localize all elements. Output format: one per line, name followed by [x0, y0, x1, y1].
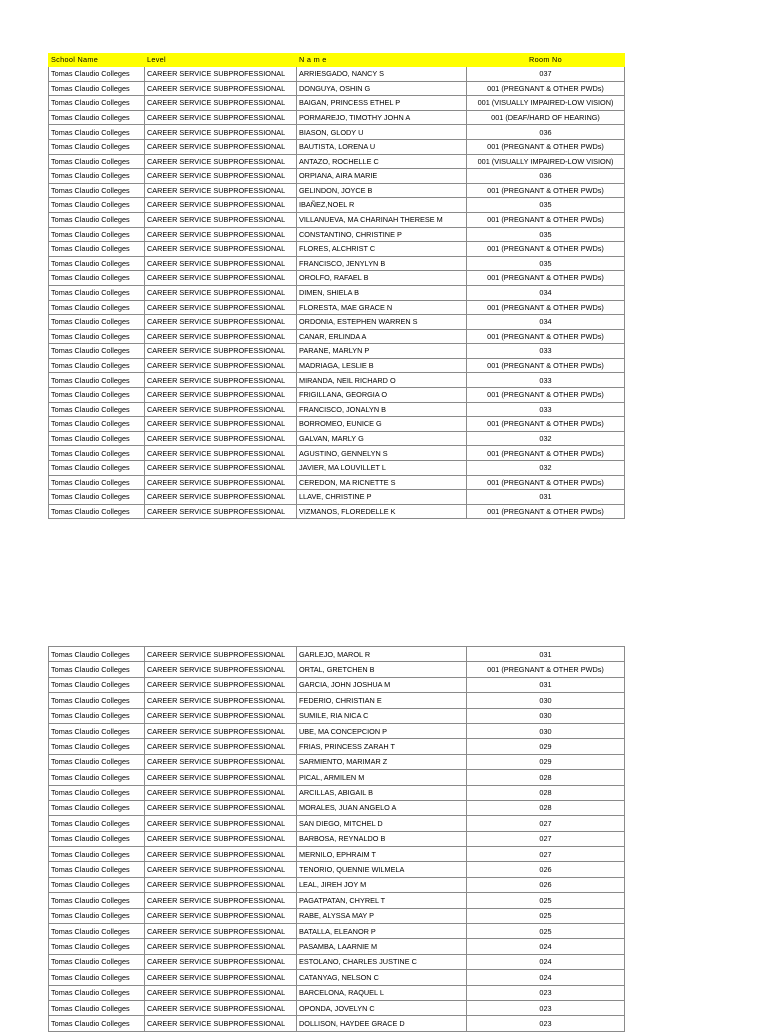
level-cell: CAREER SERVICE SUBPROFESSIONAL [145, 271, 297, 286]
name-cell: BATALLA, ELEANOR P [297, 924, 467, 939]
level-cell: CAREER SERVICE SUBPROFESSIONAL [145, 446, 297, 461]
table-row [49, 417, 625, 432]
name-cell: UBE, MA CONCEPCION P [297, 723, 467, 738]
school-cell: Tomas Claudio Colleges [49, 677, 145, 692]
school-cell: Tomas Claudio Colleges [49, 212, 145, 227]
table-row [49, 110, 625, 125]
table-row [49, 344, 625, 359]
level-cell: CAREER SERVICE SUBPROFESSIONAL [145, 300, 297, 315]
name-cell: BORROMEO, EUNICE G [297, 417, 467, 432]
level-cell: CAREER SERVICE SUBPROFESSIONAL [145, 475, 297, 490]
level-cell: CAREER SERVICE SUBPROFESSIONAL [145, 893, 297, 908]
name-cell: GARLEJO, MAROL R [297, 647, 467, 662]
room-cell: 001 (PREGNANT & OTHER PWDs) [467, 81, 625, 96]
name-cell: FLORES, ALCHRIST C [297, 242, 467, 257]
level-cell: CAREER SERVICE SUBPROFESSIONAL [145, 431, 297, 446]
school-cell: Tomas Claudio Colleges [49, 739, 145, 754]
table-row [49, 256, 625, 271]
name-cell: MIRANDA, NEIL RICHARD O [297, 373, 467, 388]
room-cell: 035 [467, 198, 625, 213]
school-cell: Tomas Claudio Colleges [49, 693, 145, 708]
table-row [49, 754, 625, 769]
table-row [49, 329, 625, 344]
level-cell: CAREER SERVICE SUBPROFESSIONAL [145, 739, 297, 754]
level-cell: CAREER SERVICE SUBPROFESSIONAL [145, 662, 297, 677]
table-row [49, 1000, 625, 1015]
name-cell: FRIGILLANA, GEORGIA O [297, 388, 467, 403]
level-cell: CAREER SERVICE SUBPROFESSIONAL [145, 344, 297, 359]
name-cell: ARRIESGADO, NANCY S [297, 67, 467, 82]
table-row [49, 67, 625, 82]
room-cell: 001 (DEAF/HARD OF HEARING) [467, 110, 625, 125]
room-cell: 031 [467, 490, 625, 505]
school-cell: Tomas Claudio Colleges [49, 183, 145, 198]
school-cell: Tomas Claudio Colleges [49, 271, 145, 286]
school-cell: Tomas Claudio Colleges [49, 373, 145, 388]
header-row [49, 54, 625, 67]
school-cell: Tomas Claudio Colleges [49, 344, 145, 359]
level-cell: CAREER SERVICE SUBPROFESSIONAL [145, 256, 297, 271]
name-cell: BAIGAN, PRINCESS ETHEL P [297, 96, 467, 111]
school-cell: Tomas Claudio Colleges [49, 198, 145, 213]
school-cell: Tomas Claudio Colleges [49, 908, 145, 923]
name-cell: MERNILO, EPHRAIM T [297, 847, 467, 862]
level-cell: CAREER SERVICE SUBPROFESSIONAL [145, 169, 297, 184]
room-cell: 029 [467, 739, 625, 754]
table-row [49, 271, 625, 286]
name-cell: ARCILLAS, ABIGAIL B [297, 785, 467, 800]
name-cell: TENORIO, QUENNIE WILMELA [297, 862, 467, 877]
school-cell: Tomas Claudio Colleges [49, 431, 145, 446]
room-cell: 034 [467, 315, 625, 330]
table-row [49, 954, 625, 969]
table-row [49, 893, 625, 908]
table-row [49, 81, 625, 96]
level-cell: CAREER SERVICE SUBPROFESSIONAL [145, 110, 297, 125]
school-cell: Tomas Claudio Colleges [49, 490, 145, 505]
name-cell: BAUTISTA, LORENA U [297, 139, 467, 154]
level-cell: CAREER SERVICE SUBPROFESSIONAL [145, 908, 297, 923]
room-cell: 024 [467, 970, 625, 985]
level-cell: CAREER SERVICE SUBPROFESSIONAL [145, 1000, 297, 1015]
level-cell: CAREER SERVICE SUBPROFESSIONAL [145, 831, 297, 846]
school-cell: Tomas Claudio Colleges [49, 446, 145, 461]
name-cell: FEDERIO, CHRISTIAN E [297, 693, 467, 708]
room-cell: 036 [467, 125, 625, 140]
table-row [49, 212, 625, 227]
table-row [49, 139, 625, 154]
school-cell: Tomas Claudio Colleges [49, 785, 145, 800]
name-cell: ORTAL, GRETCHEN B [297, 662, 467, 677]
school-cell: Tomas Claudio Colleges [49, 96, 145, 111]
room-cell: 024 [467, 954, 625, 969]
name-cell: PAGATPATAN, CHYREL T [297, 893, 467, 908]
school-cell: Tomas Claudio Colleges [49, 847, 145, 862]
table-row [49, 800, 625, 815]
room-cell: 001 (PREGNANT & OTHER PWDs) [467, 662, 625, 677]
room-cell: 031 [467, 647, 625, 662]
name-cell: CANAR, ERLINDA A [297, 329, 467, 344]
school-cell: Tomas Claudio Colleges [49, 110, 145, 125]
table-row [49, 831, 625, 846]
name-cell: SUMILE, RIA NICA C [297, 708, 467, 723]
school-cell: Tomas Claudio Colleges [49, 723, 145, 738]
level-cell: CAREER SERVICE SUBPROFESSIONAL [145, 242, 297, 257]
room-cell: 028 [467, 770, 625, 785]
table-row [49, 739, 625, 754]
name-cell: CONSTANTINO, CHRISTINE P [297, 227, 467, 242]
level-cell: CAREER SERVICE SUBPROFESSIONAL [145, 677, 297, 692]
room-cell: 001 (PREGNANT & OTHER PWDs) [467, 504, 625, 519]
level-cell: CAREER SERVICE SUBPROFESSIONAL [145, 212, 297, 227]
table-row [49, 402, 625, 417]
table-row [49, 285, 625, 300]
room-cell: 028 [467, 785, 625, 800]
school-cell: Tomas Claudio Colleges [49, 877, 145, 892]
table-row [49, 358, 625, 373]
room-cell: 029 [467, 754, 625, 769]
school-cell: Tomas Claudio Colleges [49, 227, 145, 242]
school-cell: Tomas Claudio Colleges [49, 754, 145, 769]
table-row [49, 461, 625, 476]
table-row [49, 431, 625, 446]
room-cell: 001 (VISUALLY IMPAIRED-LOW VISION) [467, 96, 625, 111]
table-row [49, 647, 625, 662]
table-row [49, 388, 625, 403]
room-cell: 037 [467, 67, 625, 82]
name-cell: FRANCISCO, JONALYN B [297, 402, 467, 417]
school-cell: Tomas Claudio Colleges [49, 242, 145, 257]
name-cell: BARBOSA, REYNALDO B [297, 831, 467, 846]
level-cell: CAREER SERVICE SUBPROFESSIONAL [145, 227, 297, 242]
roster-table-1-body [49, 67, 625, 519]
room-cell: 035 [467, 256, 625, 271]
room-cell: 036 [467, 169, 625, 184]
room-cell: 024 [467, 939, 625, 954]
table-row [49, 154, 625, 169]
room-cell: 023 [467, 1000, 625, 1015]
school-cell: Tomas Claudio Colleges [49, 81, 145, 96]
table-row [49, 315, 625, 330]
name-cell: FLORESTA, MAE GRACE N [297, 300, 467, 315]
table-row [49, 169, 625, 184]
level-cell: CAREER SERVICE SUBPROFESSIONAL [145, 315, 297, 330]
room-cell: 033 [467, 402, 625, 417]
school-cell: Tomas Claudio Colleges [49, 954, 145, 969]
room-cell: 026 [467, 877, 625, 892]
room-cell: 025 [467, 908, 625, 923]
school-cell: Tomas Claudio Colleges [49, 770, 145, 785]
table-row [49, 723, 625, 738]
table-row [49, 862, 625, 877]
name-cell: SARMIENTO, MARIMAR Z [297, 754, 467, 769]
name-cell: OROLFO, RAFAEL B [297, 271, 467, 286]
name-cell: PASAMBA, LAARNIE M [297, 939, 467, 954]
table-row [49, 677, 625, 692]
name-cell: ESTOLANO, CHARLES JUSTINE C [297, 954, 467, 969]
level-cell: CAREER SERVICE SUBPROFESSIONAL [145, 954, 297, 969]
level-cell: CAREER SERVICE SUBPROFESSIONAL [145, 125, 297, 140]
room-cell: 023 [467, 985, 625, 1000]
school-cell: Tomas Claudio Colleges [49, 285, 145, 300]
name-cell: JAVIER, MA LOUVILLET L [297, 461, 467, 476]
level-cell: CAREER SERVICE SUBPROFESSIONAL [145, 139, 297, 154]
table-row [49, 924, 625, 939]
school-cell: Tomas Claudio Colleges [49, 358, 145, 373]
school-cell: Tomas Claudio Colleges [49, 475, 145, 490]
level-cell: CAREER SERVICE SUBPROFESSIONAL [145, 985, 297, 1000]
table-row [49, 96, 625, 111]
level-cell: CAREER SERVICE SUBPROFESSIONAL [145, 862, 297, 877]
school-cell: Tomas Claudio Colleges [49, 504, 145, 519]
level-cell: CAREER SERVICE SUBPROFESSIONAL [145, 693, 297, 708]
room-cell: 025 [467, 893, 625, 908]
name-cell: PORMAREJO, TIMOTHY JOHN A [297, 110, 467, 125]
room-cell: 030 [467, 693, 625, 708]
table-row [49, 939, 625, 954]
roster-table-2 [48, 646, 625, 1032]
header-level: Level [145, 54, 297, 67]
room-cell: 031 [467, 677, 625, 692]
level-cell: CAREER SERVICE SUBPROFESSIONAL [145, 67, 297, 82]
school-cell: Tomas Claudio Colleges [49, 139, 145, 154]
level-cell: CAREER SERVICE SUBPROFESSIONAL [145, 816, 297, 831]
room-cell: 026 [467, 862, 625, 877]
name-cell: LEAL, JIREH JOY M [297, 877, 467, 892]
name-cell: VILLANUEVA, MA CHARINAH THERESE M [297, 212, 467, 227]
room-cell: 030 [467, 708, 625, 723]
level-cell: CAREER SERVICE SUBPROFESSIONAL [145, 329, 297, 344]
level-cell: CAREER SERVICE SUBPROFESSIONAL [145, 285, 297, 300]
table-row [49, 847, 625, 862]
name-cell: LLAVE, CHRISTINE P [297, 490, 467, 505]
name-cell: PARANE, MARLYN P [297, 344, 467, 359]
level-cell: CAREER SERVICE SUBPROFESSIONAL [145, 785, 297, 800]
name-cell: ANTAZO, ROCHELLE C [297, 154, 467, 169]
name-cell: VIZMANOS, FLOREDELLE K [297, 504, 467, 519]
name-cell: GARCIA, JOHN JOSHUA M [297, 677, 467, 692]
room-cell: 028 [467, 800, 625, 815]
level-cell: CAREER SERVICE SUBPROFESSIONAL [145, 373, 297, 388]
room-cell: 030 [467, 723, 625, 738]
table-row [49, 504, 625, 519]
name-cell: MORALES, JUAN ANGELO A [297, 800, 467, 815]
room-cell: 001 (PREGNANT & OTHER PWDs) [467, 417, 625, 432]
table-row [49, 300, 625, 315]
level-cell: CAREER SERVICE SUBPROFESSIONAL [145, 770, 297, 785]
name-cell: ORPIANA, AIRA MARIE [297, 169, 467, 184]
school-cell: Tomas Claudio Colleges [49, 1000, 145, 1015]
level-cell: CAREER SERVICE SUBPROFESSIONAL [145, 924, 297, 939]
name-cell: ORDONIA, ESTEPHEN WARREN S [297, 315, 467, 330]
table-row [49, 693, 625, 708]
table-row [49, 373, 625, 388]
header-school-name: School Name [49, 54, 145, 67]
table-row [49, 985, 625, 1000]
table-row [49, 877, 625, 892]
school-cell: Tomas Claudio Colleges [49, 154, 145, 169]
table-row [49, 227, 625, 242]
school-cell: Tomas Claudio Colleges [49, 893, 145, 908]
table-row [49, 970, 625, 985]
name-cell: IBAÑEZ,NOEL R [297, 198, 467, 213]
name-cell: GELINDON, JOYCE B [297, 183, 467, 198]
school-cell: Tomas Claudio Colleges [49, 169, 145, 184]
level-cell: CAREER SERVICE SUBPROFESSIONAL [145, 490, 297, 505]
table-row [49, 816, 625, 831]
school-cell: Tomas Claudio Colleges [49, 800, 145, 815]
room-cell: 001 (VISUALLY IMPAIRED-LOW VISION) [467, 154, 625, 169]
name-cell: PICAL, ARMILEN M [297, 770, 467, 785]
level-cell: CAREER SERVICE SUBPROFESSIONAL [145, 647, 297, 662]
school-cell: Tomas Claudio Colleges [49, 708, 145, 723]
table-row [49, 446, 625, 461]
level-cell: CAREER SERVICE SUBPROFESSIONAL [145, 388, 297, 403]
school-cell: Tomas Claudio Colleges [49, 831, 145, 846]
name-cell: SAN DIEGO, MITCHEL D [297, 816, 467, 831]
header-name: N a m e [297, 54, 467, 67]
room-cell: 001 (PREGNANT & OTHER PWDs) [467, 183, 625, 198]
school-cell: Tomas Claudio Colleges [49, 862, 145, 877]
school-cell: Tomas Claudio Colleges [49, 388, 145, 403]
room-cell: 001 (PREGNANT & OTHER PWDs) [467, 388, 625, 403]
room-cell: 034 [467, 285, 625, 300]
room-cell: 001 (PREGNANT & OTHER PWDs) [467, 329, 625, 344]
table-row [49, 183, 625, 198]
room-cell: 025 [467, 924, 625, 939]
roster-table-1 [48, 53, 625, 519]
level-cell: CAREER SERVICE SUBPROFESSIONAL [145, 877, 297, 892]
school-cell: Tomas Claudio Colleges [49, 125, 145, 140]
table-row [49, 198, 625, 213]
level-cell: CAREER SERVICE SUBPROFESSIONAL [145, 754, 297, 769]
name-cell: DIMEN, SHIELA B [297, 285, 467, 300]
header-room-no: Room No [467, 54, 625, 67]
name-cell: RABE, ALYSSA MAY P [297, 908, 467, 923]
name-cell: AGUSTINO, GENNELYN S [297, 446, 467, 461]
name-cell: OPONDA, JOVELYN C [297, 1000, 467, 1015]
school-cell: Tomas Claudio Colleges [49, 662, 145, 677]
name-cell: BARCELONA, RAQUEL L [297, 985, 467, 1000]
table-row [49, 125, 625, 140]
school-cell: Tomas Claudio Colleges [49, 417, 145, 432]
table-row [49, 475, 625, 490]
name-cell: DOLLISON, HAYDEE GRACE D [297, 1016, 467, 1031]
school-cell: Tomas Claudio Colleges [49, 315, 145, 330]
level-cell: CAREER SERVICE SUBPROFESSIONAL [145, 183, 297, 198]
table-row [49, 708, 625, 723]
room-cell: 001 (PREGNANT & OTHER PWDs) [467, 212, 625, 227]
room-cell: 033 [467, 373, 625, 388]
school-cell: Tomas Claudio Colleges [49, 970, 145, 985]
room-cell: 001 (PREGNANT & OTHER PWDs) [467, 446, 625, 461]
room-cell: 032 [467, 431, 625, 446]
room-cell: 001 (PREGNANT & OTHER PWDs) [467, 475, 625, 490]
level-cell: CAREER SERVICE SUBPROFESSIONAL [145, 970, 297, 985]
school-cell: Tomas Claudio Colleges [49, 924, 145, 939]
table-row [49, 490, 625, 505]
room-cell: 001 (PREGNANT & OTHER PWDs) [467, 242, 625, 257]
roster-table-2-body [49, 647, 625, 1032]
school-cell: Tomas Claudio Colleges [49, 402, 145, 417]
school-cell: Tomas Claudio Colleges [49, 461, 145, 476]
level-cell: CAREER SERVICE SUBPROFESSIONAL [145, 800, 297, 815]
name-cell: BIASON, GLODY U [297, 125, 467, 140]
school-cell: Tomas Claudio Colleges [49, 985, 145, 1000]
level-cell: CAREER SERVICE SUBPROFESSIONAL [145, 81, 297, 96]
name-cell: MADRIAGA, LESLIE B [297, 358, 467, 373]
level-cell: CAREER SERVICE SUBPROFESSIONAL [145, 939, 297, 954]
level-cell: CAREER SERVICE SUBPROFESSIONAL [145, 358, 297, 373]
room-cell: 033 [467, 344, 625, 359]
school-cell: Tomas Claudio Colleges [49, 329, 145, 344]
level-cell: CAREER SERVICE SUBPROFESSIONAL [145, 847, 297, 862]
room-cell: 001 (PREGNANT & OTHER PWDs) [467, 300, 625, 315]
name-cell: FRIAS, PRINCESS ZARAH T [297, 739, 467, 754]
room-cell: 023 [467, 1016, 625, 1031]
table-row [49, 662, 625, 677]
room-cell: 001 (PREGNANT & OTHER PWDs) [467, 358, 625, 373]
table-row [49, 242, 625, 257]
level-cell: CAREER SERVICE SUBPROFESSIONAL [145, 504, 297, 519]
school-cell: Tomas Claudio Colleges [49, 647, 145, 662]
school-cell: Tomas Claudio Colleges [49, 256, 145, 271]
school-cell: Tomas Claudio Colleges [49, 300, 145, 315]
room-cell: 027 [467, 816, 625, 831]
name-cell: FRANCISCO, JENYLYN B [297, 256, 467, 271]
level-cell: CAREER SERVICE SUBPROFESSIONAL [145, 198, 297, 213]
table-row [49, 785, 625, 800]
level-cell: CAREER SERVICE SUBPROFESSIONAL [145, 417, 297, 432]
room-cell: 001 (PREGNANT & OTHER PWDs) [467, 139, 625, 154]
table-row [49, 908, 625, 923]
name-cell: GALVAN, MARLY G [297, 431, 467, 446]
name-cell: DONGUYA, OSHIN G [297, 81, 467, 96]
level-cell: CAREER SERVICE SUBPROFESSIONAL [145, 708, 297, 723]
room-cell: 035 [467, 227, 625, 242]
table-row [49, 770, 625, 785]
level-cell: CAREER SERVICE SUBPROFESSIONAL [145, 723, 297, 738]
room-cell: 001 (PREGNANT & OTHER PWDs) [467, 271, 625, 286]
school-cell: Tomas Claudio Colleges [49, 816, 145, 831]
level-cell: CAREER SERVICE SUBPROFESSIONAL [145, 402, 297, 417]
name-cell: CATANYAG, NELSON C [297, 970, 467, 985]
level-cell: CAREER SERVICE SUBPROFESSIONAL [145, 154, 297, 169]
school-cell: Tomas Claudio Colleges [49, 67, 145, 82]
room-cell: 027 [467, 847, 625, 862]
level-cell: CAREER SERVICE SUBPROFESSIONAL [145, 1016, 297, 1031]
school-cell: Tomas Claudio Colleges [49, 1016, 145, 1031]
room-cell: 032 [467, 461, 625, 476]
name-cell: CEREDON, MA RICNETTE S [297, 475, 467, 490]
room-cell: 027 [467, 831, 625, 846]
school-cell: Tomas Claudio Colleges [49, 939, 145, 954]
level-cell: CAREER SERVICE SUBPROFESSIONAL [145, 461, 297, 476]
level-cell: CAREER SERVICE SUBPROFESSIONAL [145, 96, 297, 111]
